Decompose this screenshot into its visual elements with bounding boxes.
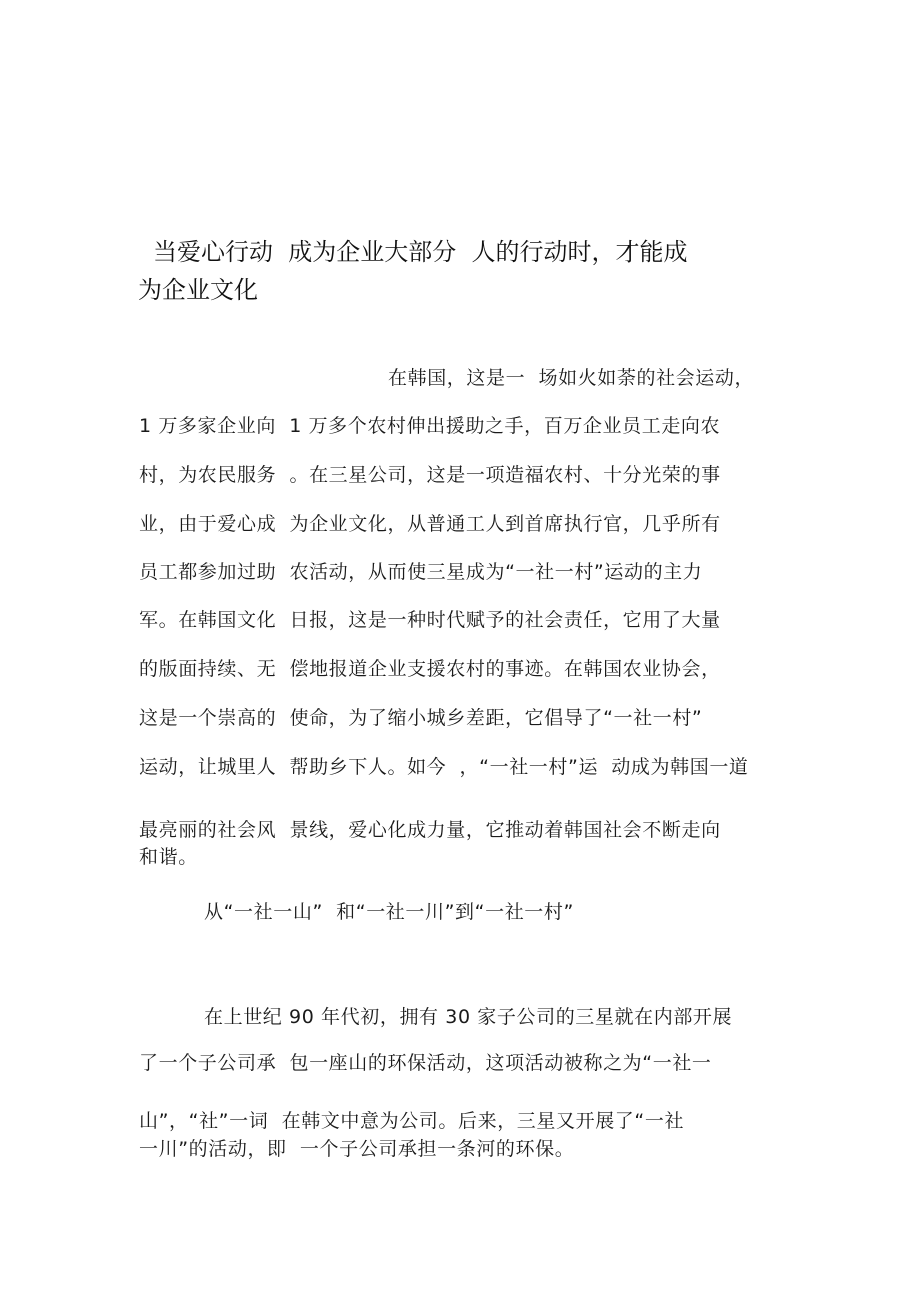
paragraph-1-line-7: 的版面持续、无 偿地报道企业支援农村的事迹。在韩国农业协会， <box>139 658 721 680</box>
paragraph-1-line-9: 运动，让城里人 帮助乡下人。如今 ，“一社一村”运 动成为韩国一道 <box>139 756 749 778</box>
paragraph-1-line-10: 最亮丽的社会风 景线，爱心化成力量，它推动着韩国社会不断走向 <box>139 819 721 841</box>
paragraph-1-line-5: 员工都参加过助 农活动，从而使三星成为“一社一村”运动的主力 <box>139 561 703 583</box>
paragraph-1-line-1: 在韩国，这是一 场如火如荼的社会运动， <box>388 367 755 389</box>
paragraph-2-line-2: 了一个子公司承 包一座山的环保活动，这项活动被称之为“一社一 <box>139 1052 712 1074</box>
paragraph-1-line-2: 1 万多家企业向 1 万多个农村伸出援助之手，百万企业员工走向农 <box>139 415 721 437</box>
paragraph-2-line-3: 山”，“社”一词 在韩文中意为公司。后来，三星又开展了“一社 <box>139 1110 685 1132</box>
section-subheading: 从“一社一山” 和“一社一川”到“一社一村” <box>204 901 574 923</box>
paragraph-2-line-4: 一川”的活动，即 一个子公司承担一条河的环保。 <box>139 1138 575 1160</box>
document-title-line-1: 当爱心行动 成为企业大部分 人的行动时，才能成 <box>153 238 688 266</box>
document-title-line-2: 为企业文化 <box>138 276 258 304</box>
paragraph-2-line-1: 在上世纪 90 年代初，拥有 30 家子公司的三星就在内部开展 <box>204 1006 733 1028</box>
paragraph-1-line-8: 这是一个崇高的 使命，为了缩小城乡差距，它倡导了“一社一村” <box>139 707 703 729</box>
paragraph-1-line-4: 业，由于爱心成 为企业文化，从普通工人到首席执行官，几乎所有 <box>139 513 721 535</box>
paragraph-1-line-11: 和谐。 <box>139 846 198 868</box>
paragraph-1-line-3: 村，为农民服务 。在三星公司，这是一项造福农村、十分光荣的事 <box>139 464 721 486</box>
paragraph-1-line-6: 军。在韩国文化 日报，这是一种时代赋予的社会责任，它用了大量 <box>139 609 721 631</box>
